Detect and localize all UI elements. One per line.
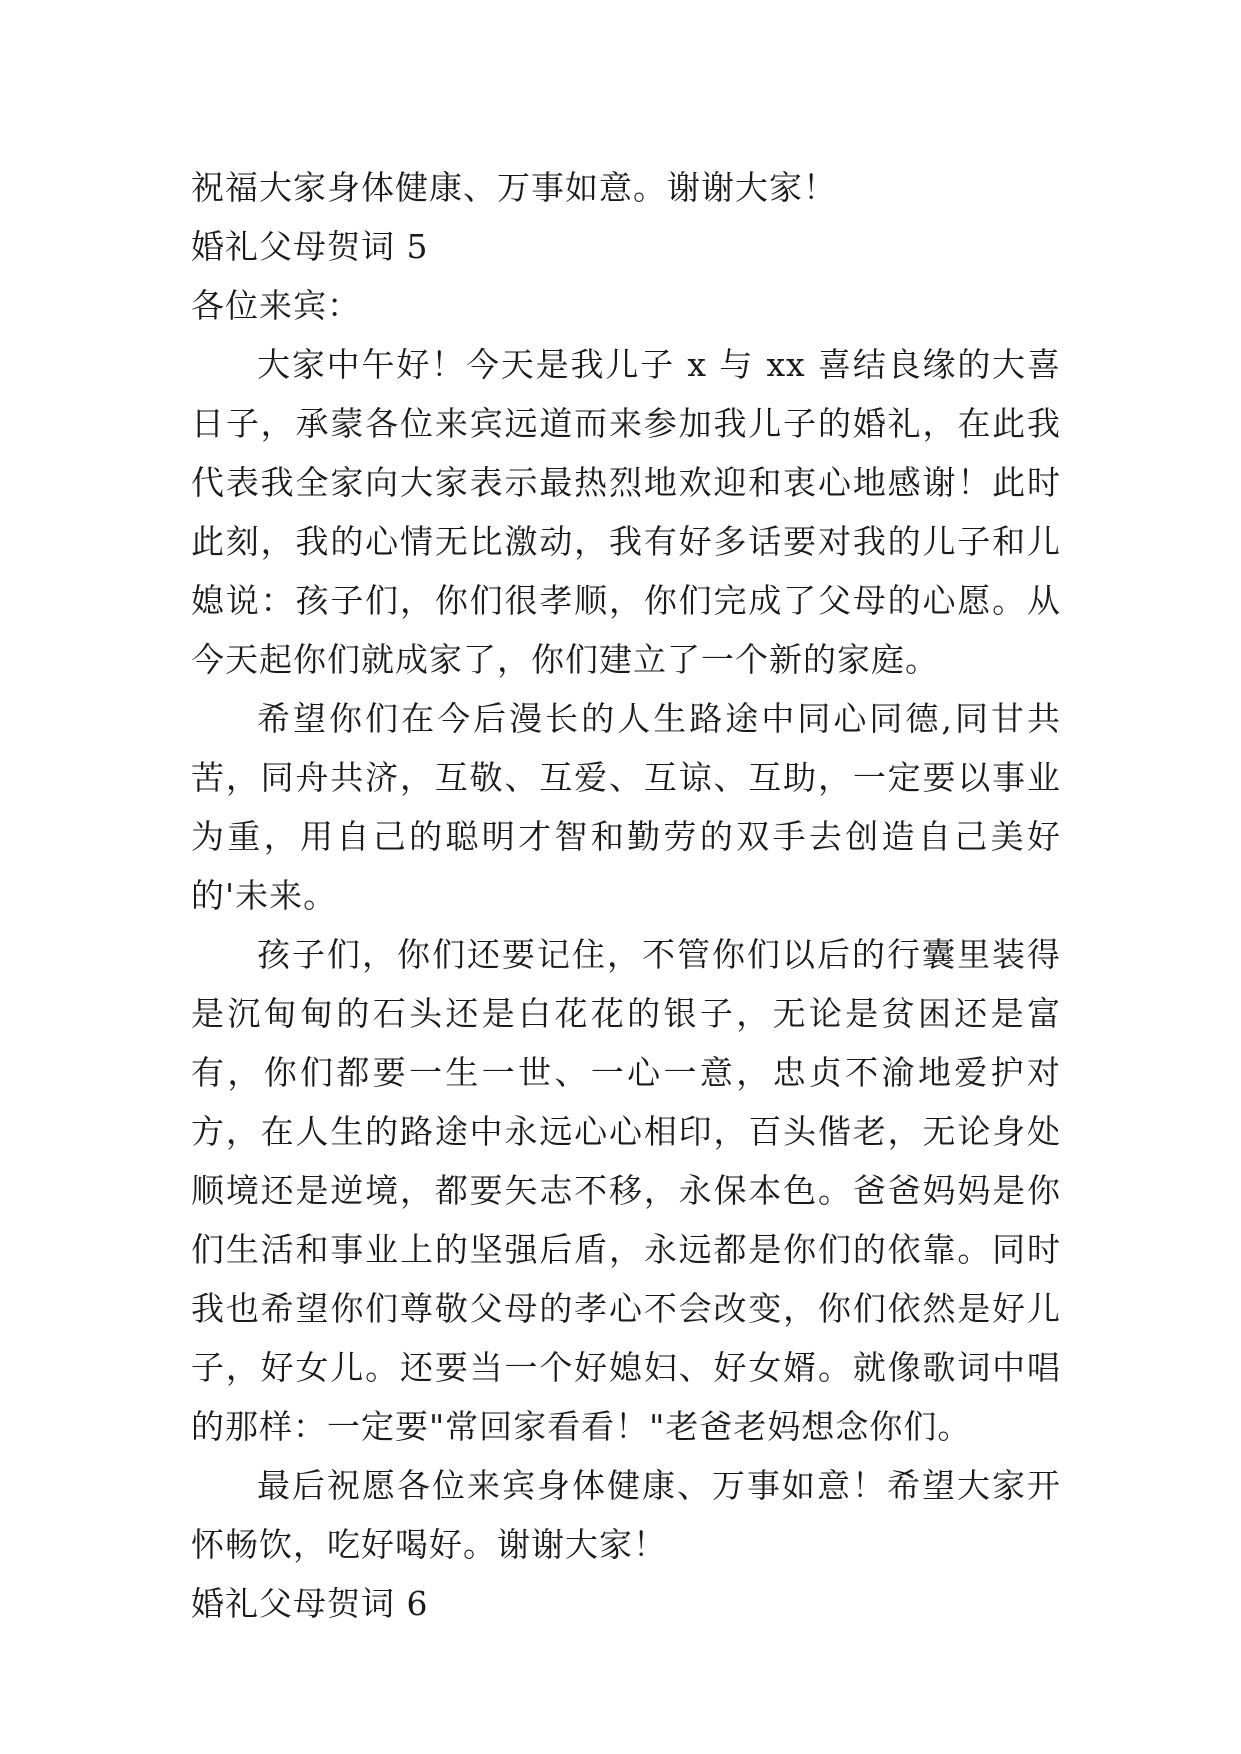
paragraph-2: 希望你们在今后漫长的人生路途中同心同德,同甘共苦，同舟共济，互敬、互爱、互谅、互助，一定要以事业为重，用自己的聪明才智和勤劳的双手去创造自己美好的'未来。 <box>191 699 1061 915</box>
document-body <box>191 158 1061 1633</box>
paragraph-1: 大家中午好！今天是我儿子 x 与 xx 喜结良缘的大喜日子，承蒙各位来宾远道而来参加我儿子的婚礼，在此我代表我全家向大家表示最热烈地欢迎和衷心地感谢！此时此刻，我的心情无比激动，我有好多话要对我的儿子和儿媳说：孩子们，你们很孝顺，你们完成了父母的心愿。从今天起你们就成家了，你们建立了一个新的家庭。 <box>191 345 1061 679</box>
section-5-title: 婚礼父母贺词 5 <box>191 227 429 266</box>
paragraph-3: 孩子们，你们还要记住，不管你们以后的行囊里装得是沉甸甸的石头还是白花花的银子，无论是贫困还是富有，你们都要一生一世、一心一意，忠贞不渝地爱护对方，在人生的路途中永远心心相印，百头偕老，无论身处顺境还是逆境，都要矢志不移，永保本色。爸爸妈妈是你们生活和事业上的坚强后盾，永远都是你们的依靠。同时我也希望你们尊敬父母的孝心不会改变，你们依然是好儿子，好女儿。还要当一个好媳妇、好女婿。就像歌词中唱的那样：一定要"常回家看看！"老爸老妈想念你们。 <box>191 935 1061 1446</box>
closing-line: 祝福大家身体健康、万事如意。谢谢大家！ <box>191 168 837 207</box>
section-6-title: 婚礼父母贺词 6 <box>191 1584 429 1623</box>
salutation: 各位来宾： <box>191 286 361 325</box>
paragraph-4: 最后祝愿各位来宾身体健康、万事如意！希望大家开怀畅饮，吃好喝好。谢谢大家！ <box>191 1466 1061 1564</box>
